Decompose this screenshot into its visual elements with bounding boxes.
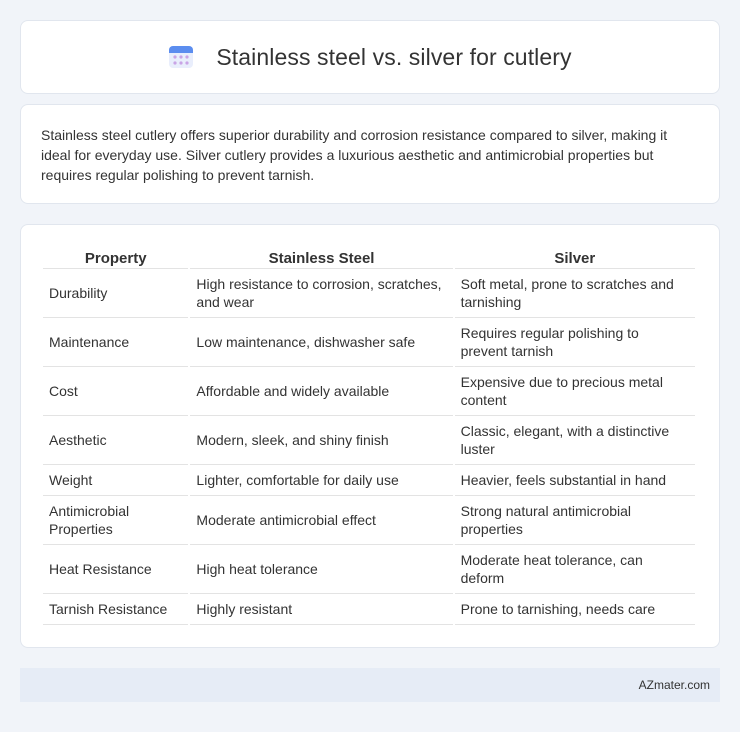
table-row (43, 318, 695, 367)
stainless-steel-cell: Moderate antimicrobial effect (190, 496, 452, 545)
property-cell: Maintenance (43, 318, 188, 367)
comparison-table (41, 245, 697, 625)
silver-cell: Classic, elegant, with a distinctive luster (455, 416, 695, 465)
column-header-silver: Silver (455, 245, 695, 269)
stainless-steel-cell: Low maintenance, dishwasher safe (190, 318, 452, 367)
stainless-steel-cell: High heat tolerance (190, 545, 452, 594)
property-cell: Durability (43, 269, 188, 318)
table-row (43, 269, 695, 318)
silver-cell: Strong natural antimicrobial properties (455, 496, 695, 545)
silver-cell: Moderate heat tolerance, can deform (455, 545, 695, 594)
page-title: Stainless steel vs. silver for cutlery (216, 43, 572, 70)
stainless-steel-cell: Affordable and widely available (190, 367, 452, 416)
table-row (43, 594, 695, 625)
silver-cell: Requires regular polishing to prevent tarnish (455, 318, 695, 367)
silver-cell: Soft metal, prone to scratches and tarnishing (455, 269, 695, 318)
table-row (43, 416, 695, 465)
stainless-steel-cell: Modern, sleek, and shiny finish (190, 416, 452, 465)
stainless-steel-cell: High resistance to corrosion, scratches, and wear (190, 269, 452, 318)
silver-cell: Expensive due to precious metal content (455, 367, 695, 416)
property-cell: Antimicrobial Properties (43, 496, 188, 545)
title-card (20, 20, 720, 94)
property-cell: Cost (43, 367, 188, 416)
summary-text: Stainless steel cutlery offers superior durability and corrosion resistance compared to silver, making it ideal for everyday use. Silver cutlery provides a luxurious aesthetic and antimicrobial properties but requires regular polishing to prevent tarnish. (41, 127, 668, 183)
summary-card (20, 104, 720, 204)
stainless-steel-cell: Lighter, comfortable for daily use (190, 465, 452, 496)
footer (20, 668, 720, 702)
table-row (43, 367, 695, 416)
table-row (43, 465, 695, 496)
silver-cell: Prone to tarnishing, needs care (455, 594, 695, 625)
table-header-row (43, 245, 695, 269)
table-row (43, 545, 695, 594)
calendar-icon (168, 44, 194, 70)
property-cell: Aesthetic (43, 416, 188, 465)
comparison-table-card (20, 224, 720, 648)
stainless-steel-cell: Highly resistant (190, 594, 452, 625)
column-header-property: Property (43, 245, 188, 269)
footer-site-name: AZmater.com (638, 678, 710, 692)
table-row (43, 496, 695, 545)
property-cell: Heat Resistance (43, 545, 188, 594)
property-cell: Weight (43, 465, 188, 496)
column-header-stainless-steel: Stainless Steel (190, 245, 452, 269)
silver-cell: Heavier, feels substantial in hand (455, 465, 695, 496)
property-cell: Tarnish Resistance (43, 594, 188, 625)
